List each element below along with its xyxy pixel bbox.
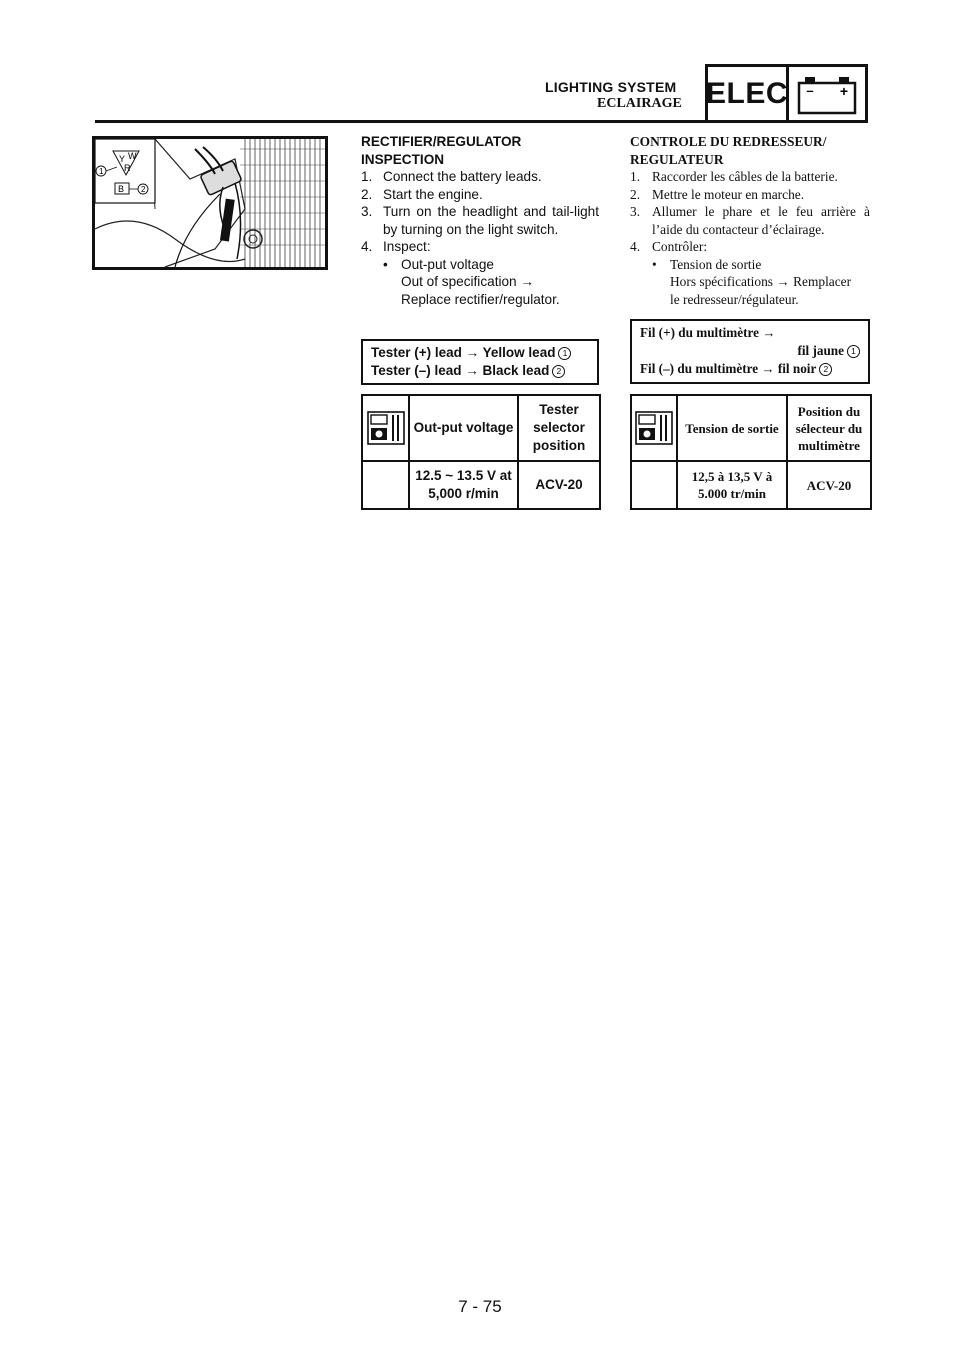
french-step — [630, 186, 870, 204]
wire-label-r: R — [124, 163, 131, 173]
section-code: ELEC — [706, 76, 789, 110]
bullet-text: Out-put voltage — [401, 256, 494, 272]
rectifier-photo-figure — [92, 136, 328, 270]
step-number: 4. — [630, 239, 641, 254]
wire-label-b: B — [118, 184, 125, 194]
multimeter-icon — [367, 411, 405, 445]
battery-minus: – — [806, 83, 814, 98]
english-step — [361, 203, 599, 238]
french-heading-line1: CONTROLE DU REDRESSEUR/ — [630, 134, 827, 149]
output-voltage-value: 12.5 ~ 13.5 V at 5,000 r/min — [409, 461, 518, 509]
step-text: Start the engine. — [383, 186, 483, 202]
step-text: Raccorder les câbles de la batterie. — [652, 169, 838, 184]
tester-icon-cell — [631, 395, 677, 461]
selector-value: ACV-20 — [518, 461, 600, 509]
col-header-selector: Position du sélecteur du multimètre — [787, 395, 871, 461]
callout-1: 1 — [847, 345, 860, 358]
col-header-selector: Tester selector position — [518, 395, 600, 461]
callout-2: 2 — [552, 365, 565, 378]
section-title-french: ECLAIRAGE — [597, 96, 682, 111]
french-bullet-item — [630, 256, 870, 274]
step-number: 3. — [630, 204, 641, 219]
header-rule — [95, 120, 868, 123]
english-heading-line1: RECTIFIER/REGULATOR — [361, 134, 522, 149]
french-step — [630, 168, 870, 186]
page-number: 7 - 75 — [458, 1297, 502, 1316]
section-title-english: LIGHTING SYSTEM — [545, 79, 677, 95]
french-heading-line2: REGULATEUR — [630, 151, 724, 167]
note-line: fil jaune 1 — [640, 342, 860, 360]
step-text: Connect the battery leads. — [383, 169, 542, 184]
english-step — [361, 168, 599, 186]
french-step — [630, 238, 870, 256]
step-number: 2. — [630, 186, 641, 202]
english-spec-table — [361, 394, 601, 510]
bullet-dot: • — [383, 256, 388, 272]
english-out-of-spec: Out of specification → — [401, 274, 534, 289]
callout-1: 1 — [558, 347, 571, 360]
step-text: Allumer le phare et le feu arrière à l’aide du contacteur d’éclairage. — [652, 204, 870, 237]
step-number: 1. — [361, 169, 373, 184]
callout-2: 2 — [141, 185, 146, 194]
output-voltage-value: 12,5 à 13,5 V à 5.000 tr/min — [677, 461, 787, 509]
step-text: Inspect: — [383, 239, 431, 254]
french-action: le redresseur/régulateur. — [670, 291, 799, 307]
note-line: Tester (+) lead → Yellow lead 1 — [371, 344, 589, 362]
callout-2: 2 — [819, 363, 832, 376]
callout-1: 1 — [99, 167, 104, 176]
english-step — [361, 186, 599, 204]
english-bullet-item — [361, 256, 599, 274]
wire-label-y: Y — [119, 154, 126, 164]
bullet-text: Tension de sortie — [670, 256, 762, 272]
selector-value: ACV-20 — [787, 461, 871, 509]
step-number: 3. — [361, 204, 373, 219]
english-column — [361, 133, 599, 308]
step-text: Contrôler: — [652, 239, 708, 254]
english-step — [361, 238, 599, 256]
french-step — [630, 203, 870, 238]
step-text: Turn on the headlight and tail-light by turning on the light switch. — [383, 204, 599, 237]
col-header-output-voltage: Out-put voltage — [409, 395, 518, 461]
section-code-tab — [705, 64, 789, 120]
french-column — [630, 133, 870, 308]
bullet-dot: • — [652, 256, 657, 272]
note-line: Fil (–) du multimètre → fil noir 2 — [640, 360, 860, 378]
empty-cell — [631, 461, 677, 509]
english-tester-note — [361, 339, 599, 385]
french-tester-note — [630, 319, 870, 384]
wire-label-w: W — [128, 151, 137, 161]
english-heading-line2: INSPECTION — [361, 151, 445, 167]
note-line: Tester (–) lead → Black lead 2 — [371, 362, 589, 380]
battery-icon-tab — [789, 64, 868, 120]
french-out-of-spec: Hors spécifications → Remplacer — [670, 274, 852, 289]
french-spec-table — [630, 394, 872, 510]
step-text: Mettre le moteur en marche. — [652, 186, 805, 202]
tester-icon-cell — [362, 395, 409, 461]
col-header-output-voltage: Tension de sortie — [677, 395, 787, 461]
english-action: Replace rectifier/regulator. — [401, 291, 560, 307]
note-line: Fil (+) du multimètre → — [640, 325, 776, 340]
empty-cell — [362, 461, 409, 509]
connector-illustration — [95, 139, 325, 267]
battery-icon — [789, 67, 865, 120]
step-number: 4. — [361, 239, 373, 254]
multimeter-icon — [635, 411, 673, 445]
step-number: 2. — [361, 186, 373, 202]
step-number: 1. — [630, 169, 641, 184]
battery-plus: + — [839, 83, 849, 99]
